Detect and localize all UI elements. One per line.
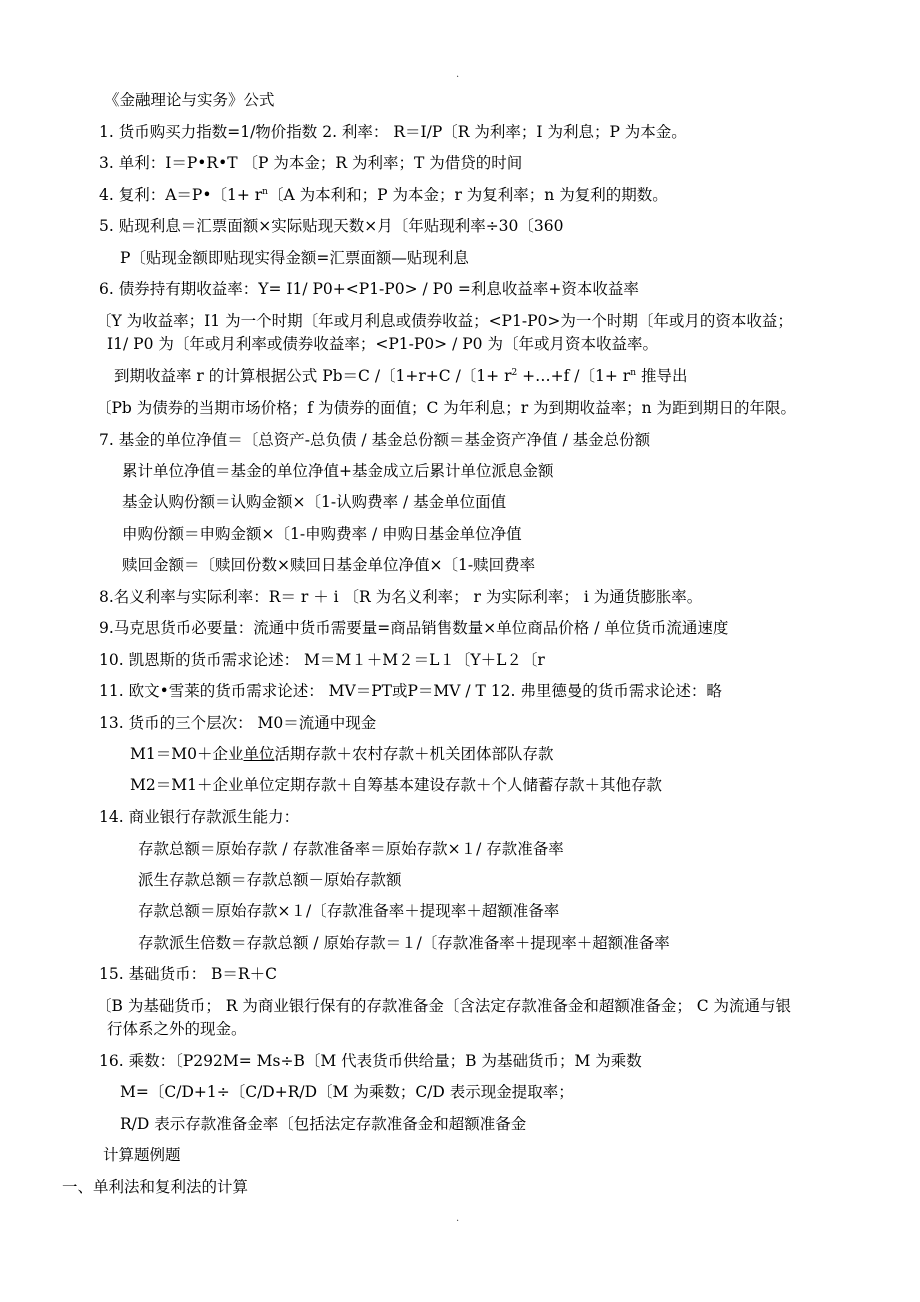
formula-line-14: 14. 商业银行存款派生能力：: [99, 808, 300, 826]
formula-line-15: 15. 基础货币： B＝R＋C: [99, 965, 277, 983]
ytm-main: 到期收益率 r 的计算根据公式 Pb＝C /〔1+r+C /〔1+ r: [114, 367, 512, 385]
formula-line-4-exponent: n: [262, 186, 268, 197]
formula-line-4-note: 〔A 为本利和；P 为本金；r 为复利率；n 为复利的期数。: [267, 186, 668, 204]
money-level-m1: [130, 744, 554, 764]
formula-line-8: 8.名义利率与实际利率：R＝ r ＋ i 〔R 为名义利率； r 为实际利率； i 为通货膨胀率。: [99, 588, 703, 606]
fund-subscription-shares: 基金认购份额＝认购金额×〔1-认购费率 / 基金单位面值: [122, 493, 507, 511]
m1-underlined: 单位: [243, 745, 275, 763]
page-title: 《金融理论与实务》公式: [104, 91, 275, 109]
money-level-m2: M2＝M1＋企业单位定期存款＋自筹基本建设存款＋个人储蓄存款＋其他存款: [130, 776, 662, 794]
ytm-tail: 推导出: [636, 367, 688, 385]
derived-deposit-total: 派生存款总额＝存款总额－原始存款额: [138, 871, 402, 889]
deposit-total-1: 存款总额＝原始存款 / 存款准备率＝原始存款×１/ 存款准备率: [138, 840, 564, 858]
formula-line-6-note-2: I1/ P0 为〔年或月利率或债券收益率；<P1-P0> / P0 为〔年或月资本收益率。: [107, 335, 658, 353]
fund-accumulated-nav: 累计单位净值＝基金的单位净值+基金成立后累计单位派息金额: [122, 462, 554, 480]
multiplier-formula: M=〔C/D+1÷〔C/D+R/D〔M 为乘数；C/D 表示现金提取率；: [120, 1083, 574, 1101]
yield-to-maturity-note: 〔Pb 为债券的当期市场价格；f 为债券的面值；C 为年利息；r 为到期收益率；n 为距到期日的年限。: [96, 399, 796, 417]
fund-redemption-amount: 赎回金额＝〔赎回份数×赎回日基金单位净值×〔1-赎回费率: [122, 556, 536, 574]
ytm-exponent-n: n: [630, 367, 637, 378]
multiplier-note: R/D 表示存款准备金率〔包括法定存款准备金和超额准备金: [120, 1115, 527, 1133]
deposit-total-2: 存款总额＝原始存款×１/〔存款准备率＋提现率＋超额准备率: [138, 902, 560, 920]
formula-line-13: 13. 货币的三个层次： M0＝流通中现金: [99, 714, 377, 732]
section-heading-1: 一、单利法和复利法的计算: [62, 1178, 249, 1196]
fund-purchase-shares: 申购份额＝申购金额×〔1-申购费率 / 申购日基金单位净值: [122, 525, 522, 543]
formula-line-3: 3. 单利：I＝P•R•T 〔P 为本金；R 为利率；T 为借贷的时间: [99, 154, 523, 172]
formula-line-11: 11. 欧文•雪莱的货币需求论述： MV＝PT或P＝MV / T 12. 弗里德曼的货币需求论述：略: [99, 682, 722, 700]
formula-line-4: [99, 185, 668, 205]
formula-line-5: 5. 贴现利息＝汇票面额×实际贴现天数×月〔年贴现利率÷30〔360: [99, 217, 564, 235]
formula-line-7: 7. 基金的单位净值＝〔总资产-总负债 / 基金总份额＝基金资产净值 / 基金总份额: [99, 431, 651, 449]
formula-line-10: 10. 凯恩斯的货币需求论述： M＝M１＋M２＝L１〔Y＋L２〔r: [99, 651, 545, 669]
formula-line-9: 9.马克思货币必要量：流通中货币需要量=商品销售数量×单位商品价格 / 单位货币流通速度: [99, 619, 729, 637]
base-money-note-2: 行体系之外的现金。: [107, 1020, 247, 1038]
formula-line-6: 6. 债券持有期收益率：Y= I1/ P0+<P1-P0> / P0 =利息收益率+资本收益率: [99, 280, 639, 298]
m1-end: 活期存款＋农村存款＋机关团体部队存款: [274, 745, 554, 763]
deposit-multiplier: 存款派生倍数＝存款总额 / 原始存款＝１/〔存款准备率＋提现率＋超额准备率: [138, 934, 670, 952]
base-money-note-1: 〔B 为基础货币； R 为商业银行保有的存款准备金〔含法定存款准备金和超额准备金； C 为流通与银: [96, 997, 792, 1015]
m1-start: M1＝M0＋企业: [130, 745, 244, 763]
formula-line-5-note: P〔贴现金额即贴现实得金额=汇票面额—贴现利息: [120, 249, 469, 267]
formula-line-6-note-1: 〔Y 为收益率；I1 为一个时期〔年或月利息或债券收益；<P1-P0>为一个时期〔年或月的资本收益；: [96, 312, 793, 330]
yield-to-maturity-line: [114, 366, 687, 386]
formula-line-16: 16. 乘数：〔P292M= Ms÷B〔M 代表货币供给量；B 为基础货币；M 为乘数: [99, 1052, 642, 1070]
page-bottom-mark: .: [456, 1213, 460, 1224]
formula-line-1: 1. 货币购买力指数=1/物价指数 2. 利率： R＝I/P〔R 为利率；I 为利息；P 为本金。: [99, 123, 687, 141]
page-top-mark: .: [456, 69, 460, 80]
formula-line-4-main: 4. 复利：A＝P•〔1+ r: [99, 186, 263, 204]
ytm-exponent-2: 2: [511, 367, 518, 378]
example-heading: 计算题例题: [103, 1146, 181, 1164]
ytm-middle: +…+f /〔1+ r: [517, 367, 631, 385]
